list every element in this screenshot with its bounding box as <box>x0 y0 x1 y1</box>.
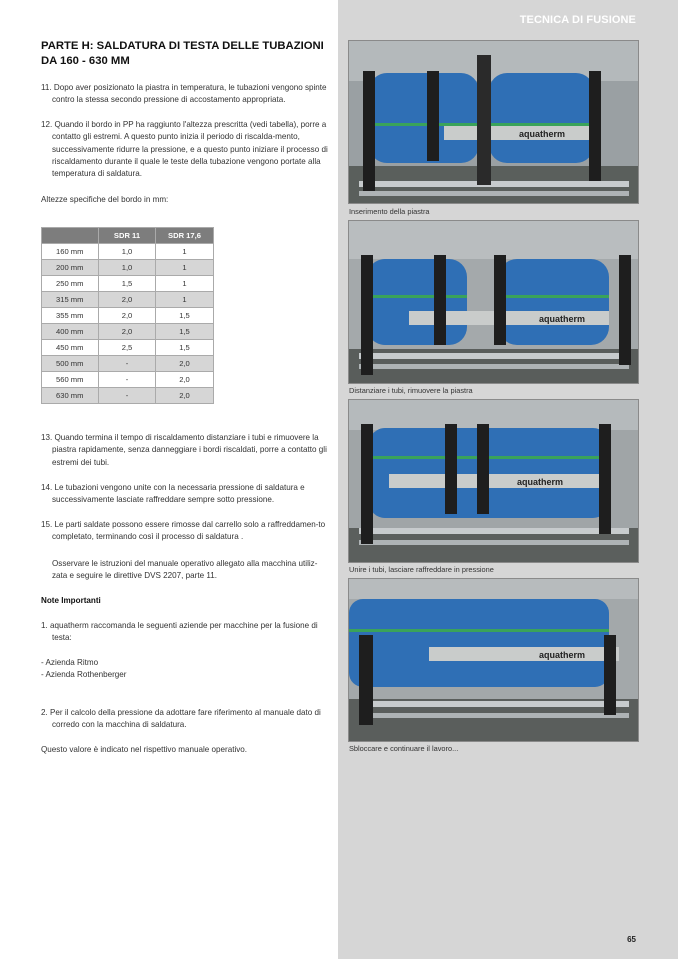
caption-3: Unire i tubi, lasciare raffreddare in pressione <box>349 565 494 574</box>
table-cell: - <box>99 372 156 388</box>
table-cell: 1 <box>156 244 214 260</box>
table-row <box>42 260 214 276</box>
table-cell: 160 mm <box>42 244 99 260</box>
table-cell: 2,0 <box>156 356 214 372</box>
table-cell: 2,0 <box>99 308 156 324</box>
observe-note: Osservare le istruzioni del manuale operativo allegato alla macchina utiliz-zata e seguire le direttive DVS 2207, parte 11. <box>52 559 318 581</box>
brand-label: aquatherm <box>539 314 586 324</box>
table-cell: 1 <box>156 276 214 292</box>
table-row <box>42 340 214 356</box>
caption-2: Distanziare i tubi, rimuovere la piastra <box>349 386 473 395</box>
table-cell: 2,0 <box>99 324 156 340</box>
table-cell: 1,5 <box>156 308 214 324</box>
notes-heading: Note Importanti <box>41 596 101 605</box>
bead-height-table <box>41 227 214 404</box>
table-cell: 1 <box>156 260 214 276</box>
table-row <box>42 388 214 404</box>
photo-join-pipes <box>348 399 639 563</box>
table-cell: 500 mm <box>42 356 99 372</box>
brand-label: aquatherm <box>517 477 564 487</box>
table-header-empty <box>42 228 99 244</box>
step-11: 11. Dopo aver posizionato la piastra in temperatura, le tubazioni vengono spinte contro la stessa secondo pressione di accostamento appropriata. <box>41 83 327 105</box>
table-cell: 400 mm <box>42 324 99 340</box>
table-cell: 1,0 <box>99 260 156 276</box>
table-cell: 2,0 <box>156 372 214 388</box>
table-cell: 2,0 <box>156 388 214 404</box>
table-cell: 560 mm <box>42 372 99 388</box>
table-cell: 1,5 <box>156 324 214 340</box>
table-cell: 355 mm <box>42 308 99 324</box>
table-row <box>42 308 214 324</box>
company-ritmo: - Azienda Ritmo <box>41 658 99 667</box>
note-1: 1. aquatherm raccomanda le seguenti aziende per macchine per la fusione di testa: <box>41 621 318 643</box>
table-row <box>42 292 214 308</box>
table-row <box>42 372 214 388</box>
brand-label: aquatherm <box>519 129 566 139</box>
table-row <box>42 276 214 292</box>
company-rothenberger: - Azienda Rothenberger <box>41 670 127 679</box>
brand-label: aquatherm <box>539 650 586 660</box>
table-header-sdr11: SDR 11 <box>99 228 156 244</box>
table-header-row <box>42 228 214 244</box>
table-cell: 1,5 <box>99 276 156 292</box>
table-cell: 250 mm <box>42 276 99 292</box>
table-cell: 200 mm <box>42 260 99 276</box>
table-row <box>42 244 214 260</box>
step-13: 13. Quando termina il tempo di riscaldamento distanziare i tubi e rimuovere la piastra rapidamente, senza danneggiare i bordi riscaldati, porre a contatto gli estremi dei tubi. <box>41 433 327 467</box>
manual-reference: Questo valore è indicato nel rispettivo manuale operativo. <box>41 745 248 754</box>
note-2: 2. Per il calcolo della pressione da adottare fare riferimento al manuale dato di corredo con la macchina di saldatura. <box>41 708 321 730</box>
table-row <box>42 356 214 372</box>
table-cell: 2,0 <box>99 292 156 308</box>
table-cell: - <box>99 388 156 404</box>
caption-1: Inserimento della piastra <box>349 207 430 216</box>
table-row <box>42 324 214 340</box>
table-cell: 630 mm <box>42 388 99 404</box>
table-cell: 1,5 <box>156 340 214 356</box>
step-14: 14. Le tubazioni vengono unite con la necessaria pressione di saldatura e successivamente lasciate raffreddare sempre sotto pressione. <box>41 483 305 505</box>
step-12: 12. Quando il bordo in PP ha raggiunto l'altezza prescritta (vedi tabella), porre a contatto gli estremi. A questo punto inizia il periodo di riscalda-mento, successivamente ridurre la pressione, e a questo punto iniziare il processo di riscaldamento durante il quale le teste della tubazione vengono portate alla temperatura di saldatura. <box>41 120 328 179</box>
table-cell: 450 mm <box>42 340 99 356</box>
table-cell: - <box>99 356 156 372</box>
table-intro: Altezze specifiche del bordo in mm: <box>41 195 169 204</box>
table-cell: 1,0 <box>99 244 156 260</box>
section-title: TECNICA DI FUSIONE <box>519 14 636 26</box>
photo-release-clamps <box>348 578 639 742</box>
table-header-sdr176: SDR 17,6 <box>156 228 214 244</box>
table-cell: 2,5 <box>99 340 156 356</box>
table-cell: 315 mm <box>42 292 99 308</box>
table-cell: 1 <box>156 292 214 308</box>
caption-4: Sbloccare e continuare il lavoro... <box>349 744 459 753</box>
step-15: 15. Le parti saldate possono essere rimosse dal carrello solo a raffreddamen-to completato, terminando così il processo di saldatura . <box>41 520 326 542</box>
page-title: PARTE H: SALDATURA DI TESTA DELLE TUBAZIONI DA 160 - 630 MM <box>41 40 324 67</box>
photo-insert-plate <box>348 40 639 204</box>
photo-separate-pipes <box>348 220 639 384</box>
page-number: 65 <box>627 935 636 944</box>
